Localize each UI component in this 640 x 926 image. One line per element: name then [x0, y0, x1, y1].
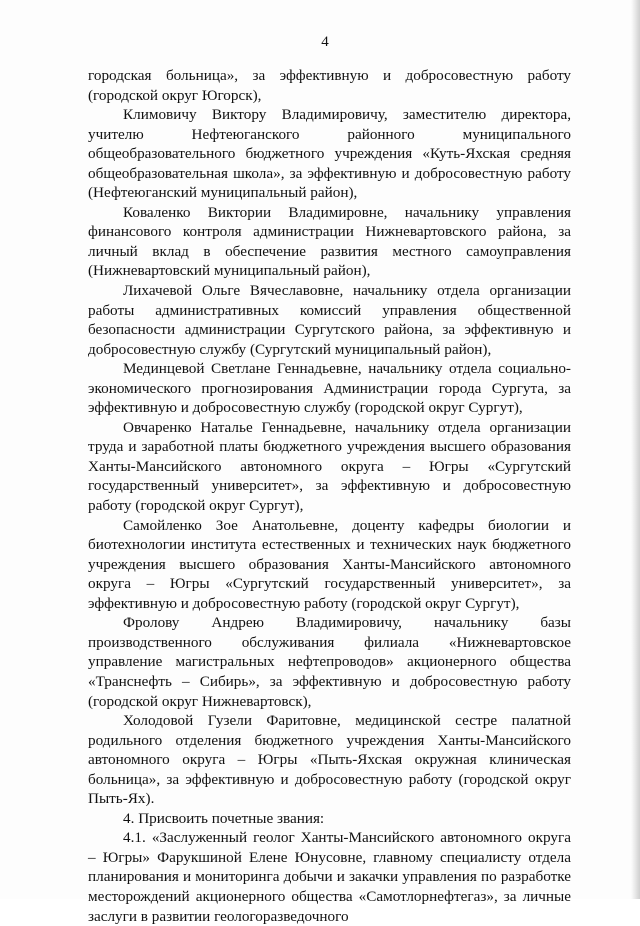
- award-paragraph-ovcharenko: Овчаренко Наталье Геннадьевне, начальнику отдела организации труда и заработной платы бюджетного учреждения высшего образования Ханты-Мансийского автономного округа – Югры «Сургутский государственный университет», за эффективную и добросовестную работу (городской округ Сургут),: [88, 418, 571, 515]
- page-edge-shadow: [631, 0, 640, 899]
- honorary-title-paragraph: 4.1. «Заслуженный геолог Ханты-Мансийского автономного округа – Югры» Фарукшиной Елене Юнусовне, главному специалисту отдела планирования и мониторинга добычи и закачки управления по разработке месторождений акционерного общества «Самотлорнефтегаз», за личные заслуги в развитии геологоразведочного: [88, 829, 571, 925]
- award-paragraph-medintseva: Мединцевой Светлане Геннадьевне, начальнику отдела социально-экономического прогнозирования Администрации города Сургута, за эффективную и добросовестную службу (городской округ Сургут),: [88, 360, 571, 417]
- page-number: 4: [321, 34, 329, 50]
- paragraph-continuation: городская больница», за эффективную и добросовестную работу (городской округ Югорск),: [88, 67, 571, 104]
- award-paragraph-kholodova: Холодовой Гузели Фаритовне, медицинской сестре палатной родильного отделения бюджетного учреждения Ханты-Мансийского автономного округа – Югры «Пыть-Яхская окружная клиническая больница», за эффективную и добросовестную работу (городской округ Пыть-Ях).: [88, 712, 571, 808]
- document-body: [88, 66, 571, 926]
- section-heading-honorary-titles: 4. Присвоить почетные звания:: [123, 809, 325, 827]
- award-paragraph-klimovich: Климовичу Виктору Владимировичу, заместителю директора, учителю Нефтеюганского районного муниципального общеобразовательного бюджетного учреждения «Куть-Яхская средняя общеобразовательная школа», за эффективную и добросовестную работу (Нефтеюганский муниципальный район),: [88, 106, 571, 202]
- award-paragraph-kovalenko: Коваленко Виктории Владимировне, начальнику управления финансового контроля администрации Нижневартовского района, за личный вклад в обеспечение развития местного самоуправления (Нижневартовский муниципальный район),: [88, 203, 571, 280]
- award-paragraph-likhacheva: Лихачевой Ольге Вячеславовне, начальнику отдела организации работы административных комиссий управления общественной безопасности администрации Сургутского района, за эффективную и добросовестную службу (Сургутский муниципальный район),: [88, 282, 571, 358]
- award-paragraph-samoylenko: Самойленко Зое Анатольевне, доценту кафедры биологии и биотехнологии института естественных и технических наук бюджетного учреждения высшего образования Ханты-Мансийского автономного округа – Югры «Сургутский государственный университет», за эффективную и добросовестную работу (городской округ Сургут),: [88, 516, 571, 612]
- award-paragraph-frolov: Фролову Андрею Владимировичу, начальнику базы производственного обслуживания филиала «Нижневартовское управление магистральных нефтепроводов» акционерного общества «Транснефть – Сибирь», за эффективную и добросовестную работу (городской округ Нижневартовск),: [88, 614, 571, 710]
